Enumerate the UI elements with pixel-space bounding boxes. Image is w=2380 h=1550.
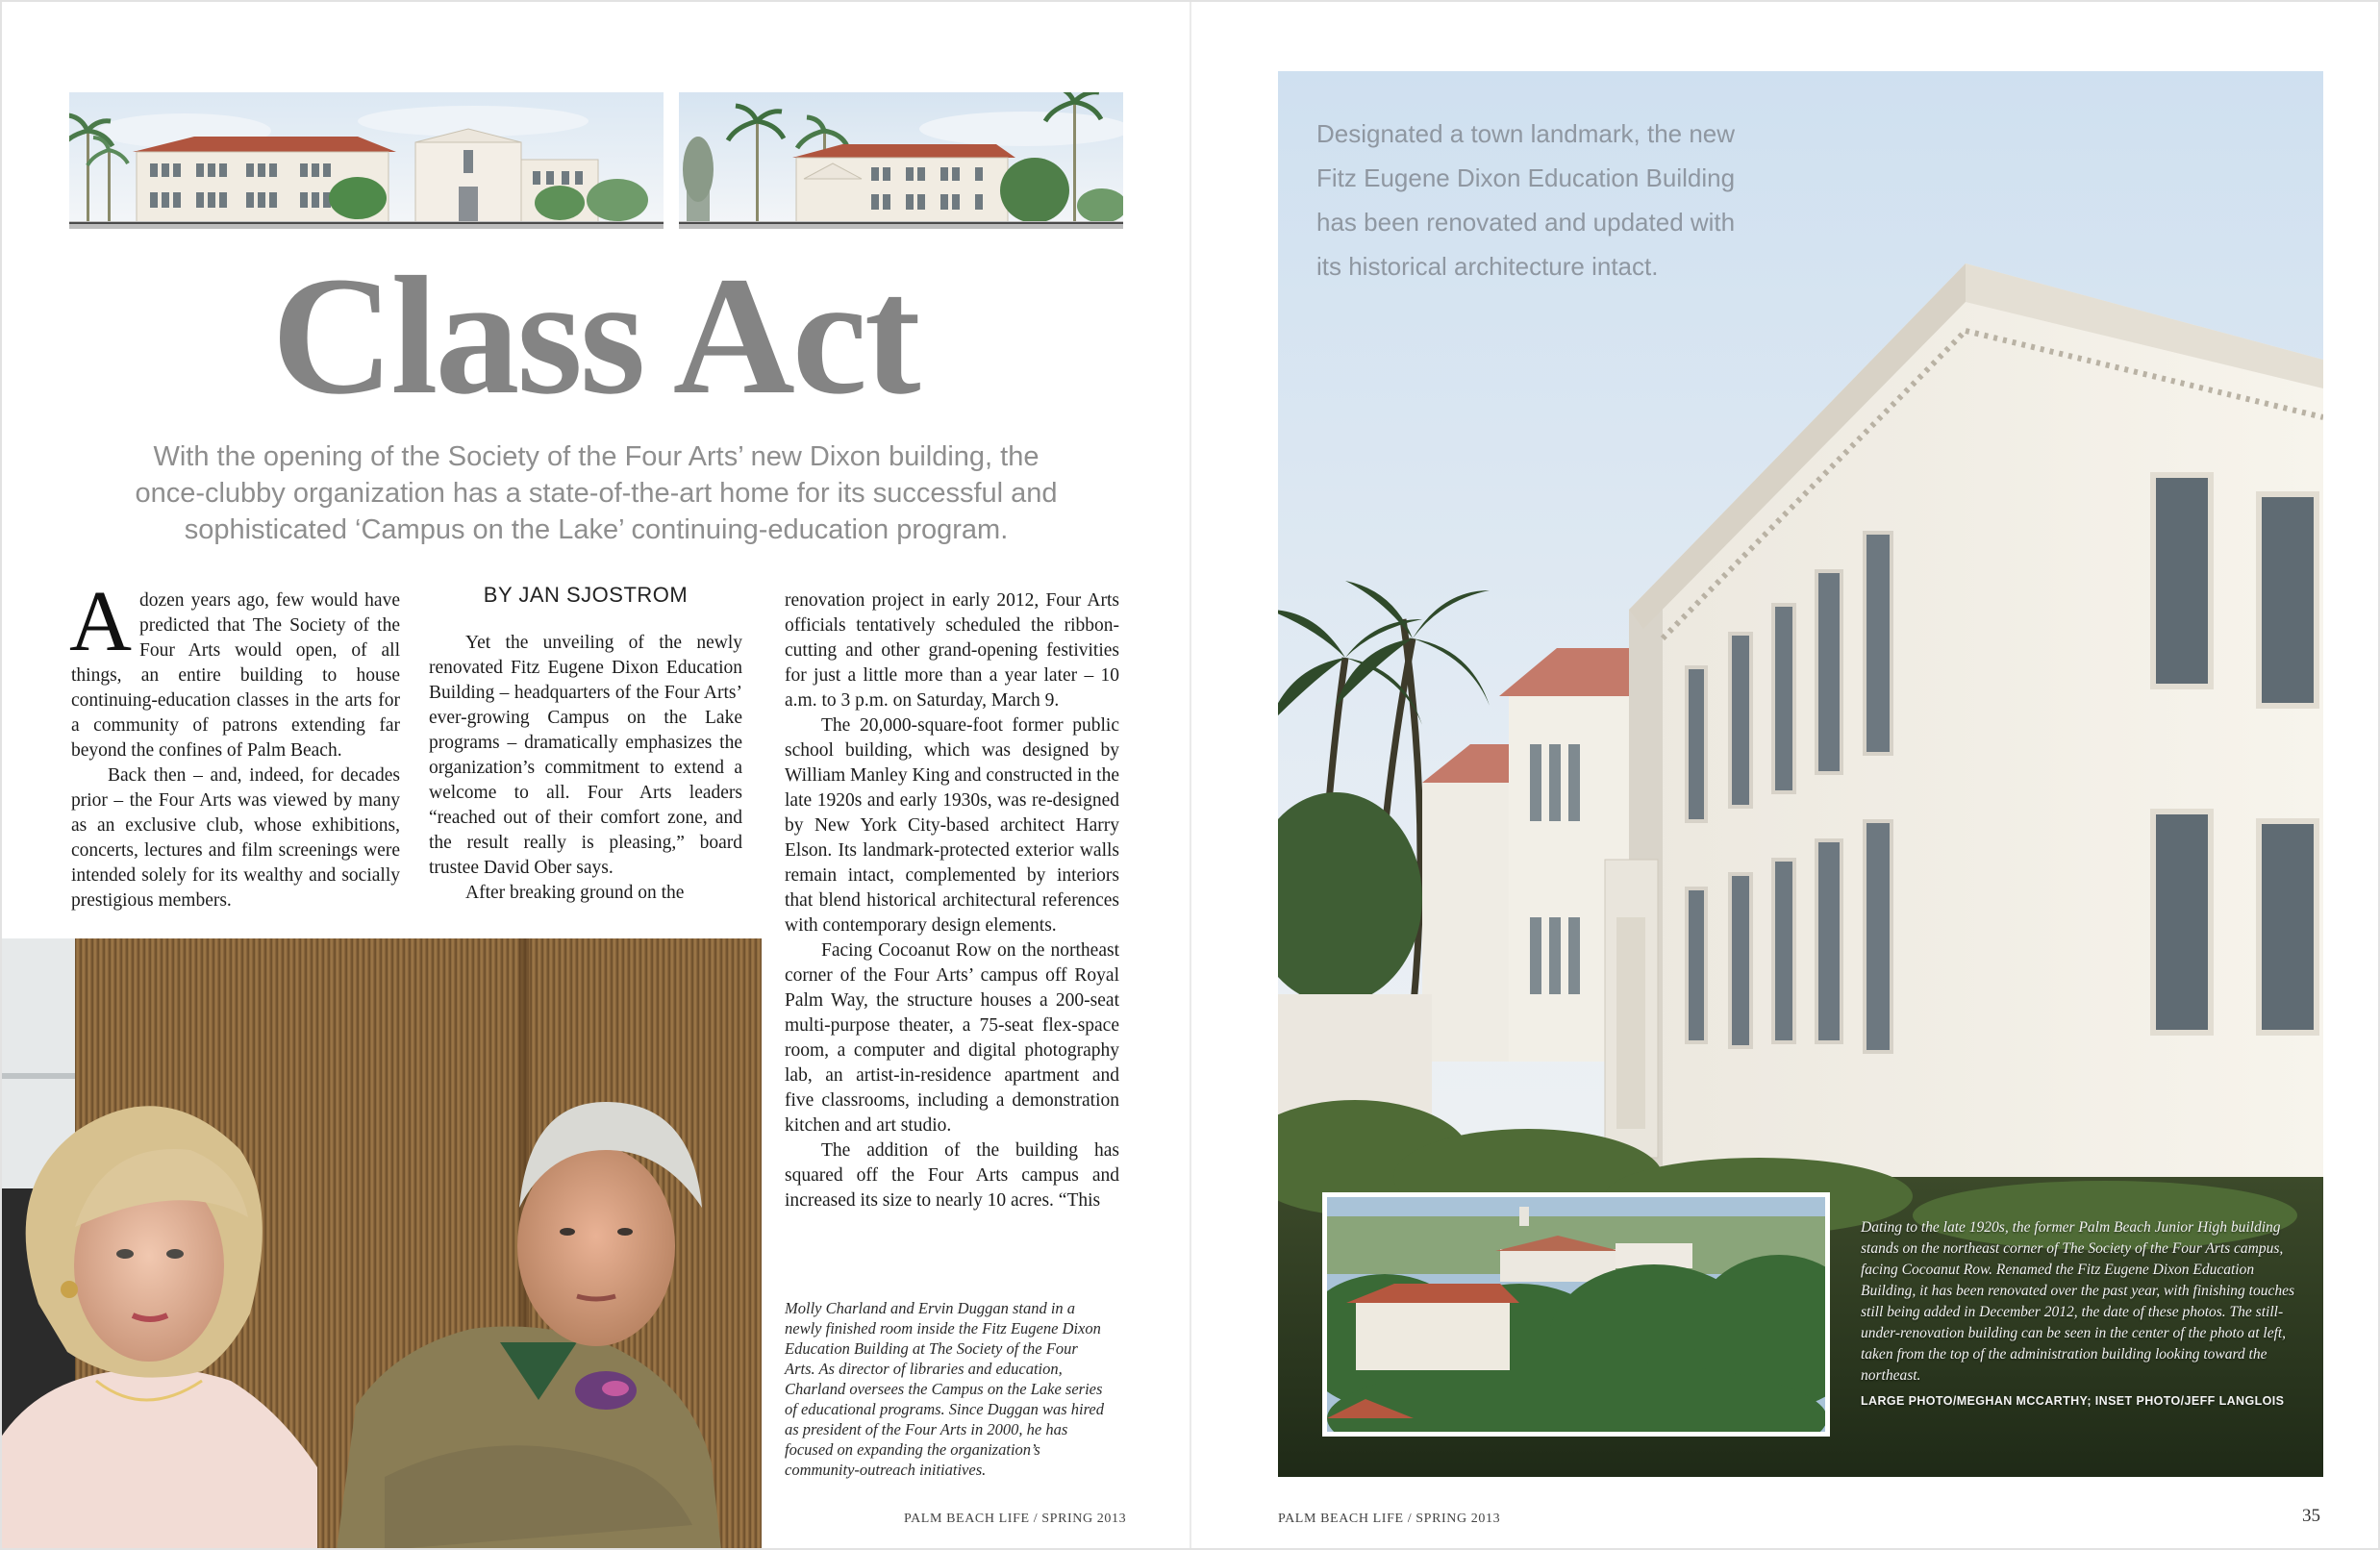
building-elevation-illustration-left (69, 92, 664, 229)
body-column-2 (429, 583, 742, 906)
building-elevation-illustration-right (679, 92, 1123, 229)
page-number: 35 (2302, 1506, 2320, 1526)
portrait-photo (0, 938, 762, 1550)
paragraph (69, 574, 400, 763)
portrait-caption: Molly Charland and Ervin Duggan stand in a newly finished room inside the Fitz Eugene Dixon Education Building at The Society of the Four Arts. As director of libraries and education, Charland oversees the Campus on the Lake series of educational programs. Since Duggan was hired as president of the Four Arts in 2000, he has focused on expanding the organization’s community-outreach initiatives. (785, 1299, 1104, 1479)
drop-cap: A (69, 574, 132, 669)
paragraph: The 20,000-square-foot former public school building, which was designed by William Manley King and constructed in the late 1920s and early 1930s, was re-designed by New York City-based architect Harry Elson. Its landmark-protected exterior walls remain intact, complemented by interiors that blend historical architectural references with contemporary design elements. (785, 715, 1119, 936)
spine-gutter (1190, 0, 1191, 1550)
inset-aerial-photo (1322, 1192, 1830, 1437)
inset-caption (1861, 1217, 2299, 1412)
paragraph-text: dozen years ago, few would have predicted that The Society of the Four Arts would open, of all things, an entire building to house continuing-education classes in the arts for a community of patrons extending far beyond the confines of Palm Beach. (71, 590, 400, 761)
byline: BY JAN SJOSTROM (483, 583, 689, 607)
article-deck: With the opening of the Society of the Four Arts’ new Dixon building, the once-clubby organization has a state-of-the-art home for its successful and sophisticated ‘Campus on the Lake’ continuing-education program. (135, 441, 1058, 545)
article-headline: Class Act (271, 242, 918, 430)
photo-overlay-text: Designated a town landmark, the new Fitz Eugene Dixon Education Building has been renovated and updated with its historical architecture intact. (1316, 119, 1736, 281)
folio-left: PALM BEACH LIFE / SPRING 2013 (904, 1512, 1127, 1526)
photo-credit: LARGE PHOTO/MEGHAN MCCARTHY; INSET PHOTO/JEFF LANGLOIS (1861, 1394, 2285, 1408)
paragraph: Back then – and, indeed, for decades prior – the Four Arts was viewed by many as an exclusive club, whose exhibitions, concerts, lectures and film screenings were intended solely for its wealthy and socially prestigious members. (71, 765, 400, 911)
inset-caption-text: Dating to the late 1920s, the former Palm Beach Junior High building stands on the northeast corner of The Society of the Four Arts campus, facing Cocoanut Row. Renamed the Fitz Eugene Dixon Education Building, it has been renovated over the past year, with finishing touches still being added in December 2012, the date of these photos. The still-under-renovation building can be seen in the center of the photo at left, taken from the top of the administration building looking toward the northeast. (1861, 1219, 2295, 1384)
body-column-3 (785, 588, 1119, 1213)
folio-right: PALM BEACH LIFE / SPRING 2013 (1278, 1512, 1501, 1526)
paragraph: After breaking ground on the (465, 883, 685, 903)
paragraph: The addition of the building has squared off the Four Arts campus and increased its size to nearly 10 acres. “This (785, 1140, 1119, 1211)
body-column-1 (69, 574, 400, 913)
paragraph: Facing Cocoanut Row on the northeast corner of the Four Arts’ campus off Royal Palm Way, the structure houses a 200-seat multi-purpose theater, a 75-seat flex-space room, a computer and digital photography lab, an artist-in-residence apartment and five classrooms, including a demonstration kitchen and art studio. (785, 940, 1119, 1136)
paragraph: Yet the unveiling of the newly renovated Fitz Eugene Dixon Education Building – headquarters of the Four Arts’ ever-growing Campus on the Lake programs – dramatically emphasizes the organization’s commitment to extend a welcome to all. Four Arts leaders “reached out of their comfort zone, and the result really is pleasing,” board trustee David Ober says. (429, 633, 742, 878)
paragraph: renovation project in early 2012, Four Arts officials tentatively scheduled the ribbon-cutting and other grand-opening festivities for just a little more than a year later – 10 a.m. to 3 p.m. on Saturday, March 9. (785, 590, 1119, 711)
